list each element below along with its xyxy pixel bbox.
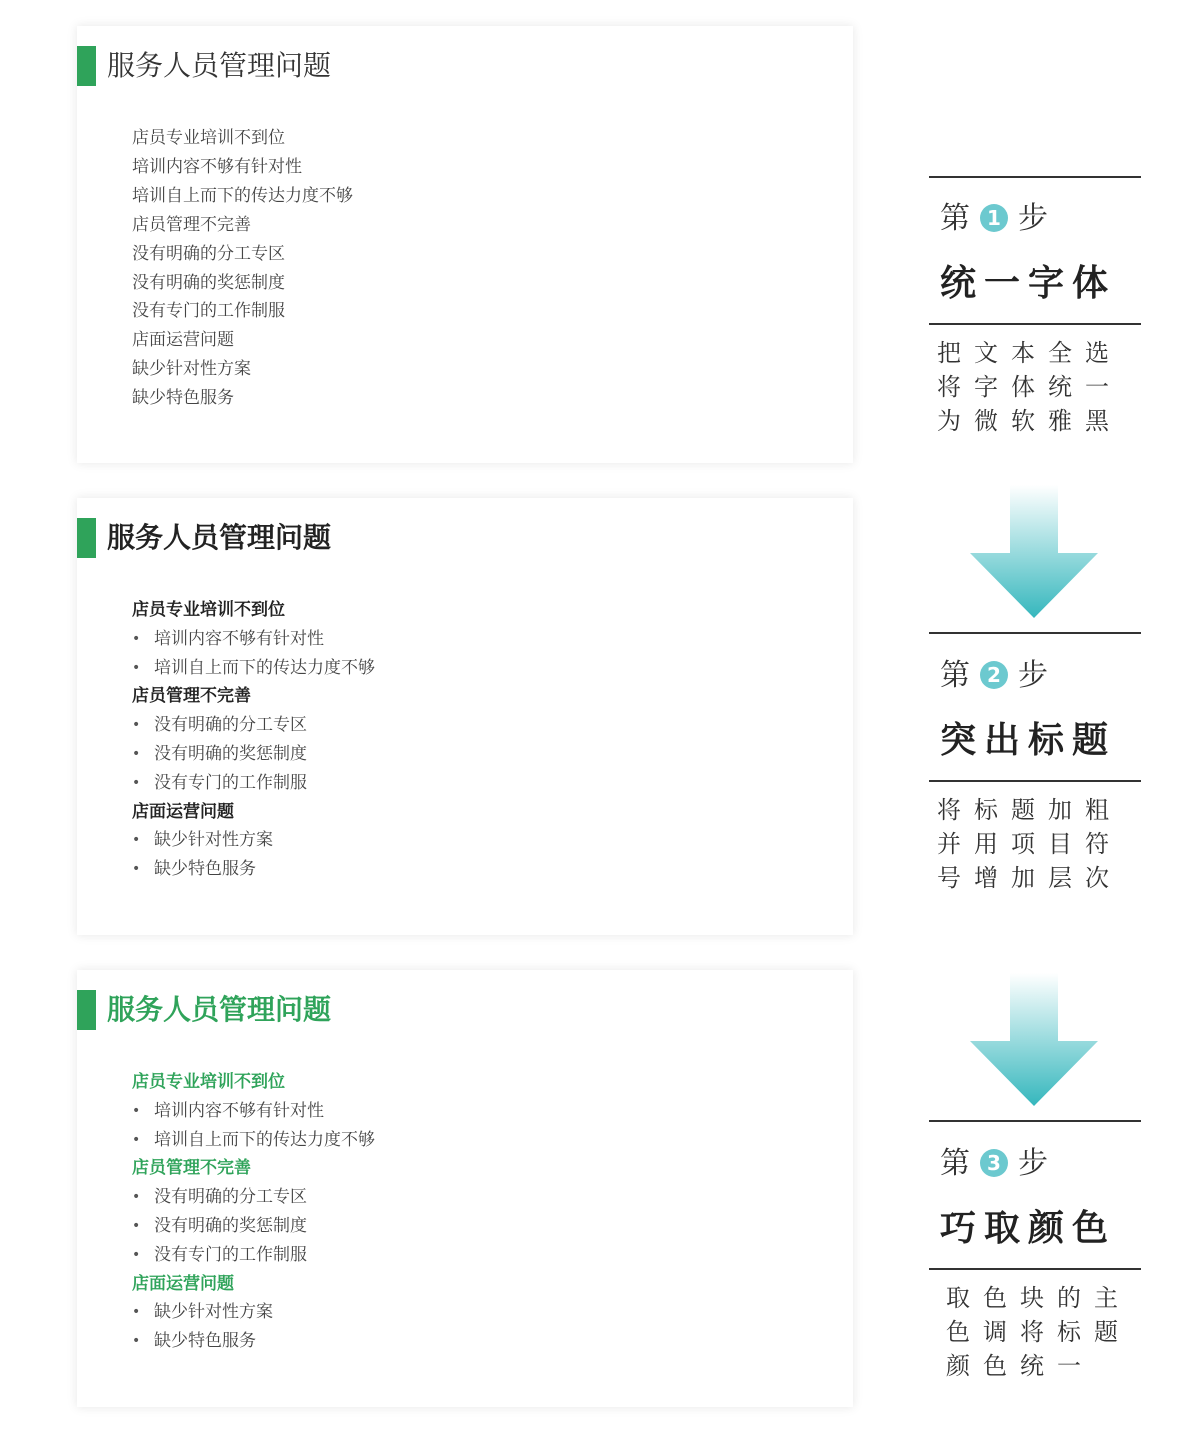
step-heading: 第 3 步	[940, 1146, 1048, 1181]
list-item: • 没有明确的奖惩制度	[132, 1212, 375, 1241]
list-item: 没有明确的奖惩制度	[132, 272, 285, 293]
outline-list	[132, 1068, 375, 1356]
list-item: • 缺少特色服务	[132, 1327, 375, 1356]
step-description: 取色块的主 色调将标题 颜色统一	[946, 1284, 1131, 1380]
list-item: 店面运营问题	[132, 330, 234, 351]
step-heading: 第 1 步	[940, 201, 1048, 236]
down-arrow-icon	[970, 973, 1100, 1108]
title-accent-bar	[77, 46, 96, 86]
bullet-icon: •	[132, 659, 141, 676]
list-item: 店员专业培训不到位	[132, 128, 285, 148]
list-item: • 没有明确的奖惩制度	[132, 740, 375, 769]
list-item: • 培训内容不够有针对性	[132, 625, 375, 654]
slide-step-2	[77, 498, 853, 935]
step-title: 突出标题	[940, 720, 1117, 761]
bullet-icon: •	[132, 1189, 141, 1206]
list-item: • 缺少针对性方案	[132, 826, 375, 855]
step-title: 巧取颜色	[940, 1208, 1117, 1249]
list-item: • 缺少针对性方案	[132, 1298, 375, 1327]
list-item: • 没有明确的分工专区	[132, 711, 375, 740]
step-heading: 第 2 步	[940, 658, 1048, 693]
list-item: • 培训内容不够有针对性	[132, 1097, 375, 1126]
divider-line	[929, 323, 1141, 325]
slide-step-1	[77, 26, 853, 463]
step-description: 将标题加粗 并用项目符 号增加层次	[937, 796, 1122, 892]
slide-title: 服务人员管理问题	[107, 521, 332, 554]
group-title: 店面运营问题	[132, 801, 234, 822]
step-number-badge: 3	[980, 1149, 1008, 1177]
group-title: 店员管理不完善	[132, 686, 251, 707]
list-item: • 培训自上而下的传达力度不够	[132, 1126, 375, 1155]
divider-line	[929, 176, 1141, 178]
slide-title: 服务人员管理问题	[107, 993, 332, 1026]
group-title: 店员专业培训不到位	[132, 600, 285, 620]
bullet-icon: •	[132, 630, 141, 647]
list-item: 没有明确的分工专区	[132, 243, 285, 264]
bullet-icon: •	[132, 832, 141, 849]
group-title: 店面运营问题	[132, 1273, 234, 1294]
title-accent-bar	[77, 518, 96, 558]
list-item: 培训自上而下的传达力度不够	[132, 185, 353, 206]
down-arrow-icon	[970, 485, 1100, 620]
list-item: 店员管理不完善	[132, 214, 251, 235]
title-accent-bar	[77, 990, 96, 1030]
divider-line	[929, 780, 1141, 782]
step-description: 把文本全选 将字体统一 为微软雅黑	[937, 339, 1122, 435]
step-title: 统一字体	[940, 263, 1117, 304]
bullet-icon: •	[132, 1217, 141, 1234]
bullet-icon: •	[132, 1102, 141, 1119]
list-item: • 培训自上而下的传达力度不够	[132, 654, 375, 683]
divider-line	[929, 632, 1141, 634]
divider-line	[929, 1120, 1141, 1122]
group-title: 店员管理不完善	[132, 1158, 251, 1179]
bullet-icon: •	[132, 1131, 141, 1148]
list-item: 缺少特色服务	[132, 388, 234, 409]
bullet-icon: •	[132, 1246, 141, 1263]
step-number-badge: 2	[980, 661, 1008, 689]
bullet-icon: •	[132, 1333, 141, 1350]
group-title: 店员专业培训不到位	[132, 1072, 285, 1092]
list-item: • 缺少特色服务	[132, 855, 375, 884]
bullet-icon: •	[132, 745, 141, 762]
slide-step-3	[77, 970, 853, 1407]
bullet-icon: •	[132, 774, 141, 791]
list-item: • 没有专门的工作制服	[132, 1241, 375, 1270]
list-item: 缺少针对性方案	[132, 359, 251, 380]
list-item: • 没有明确的分工专区	[132, 1183, 375, 1212]
bullet-icon: •	[132, 861, 141, 878]
outline-list	[132, 596, 375, 884]
step-number-badge: 1	[980, 204, 1008, 232]
list-item: 没有专门的工作制服	[132, 301, 285, 322]
plain-item-list	[132, 124, 353, 413]
bullet-icon: •	[132, 1304, 141, 1321]
slide-title: 服务人员管理问题	[107, 49, 332, 82]
list-item: 培训内容不够有针对性	[132, 156, 302, 177]
list-item: • 没有专门的工作制服	[132, 769, 375, 798]
bullet-icon: •	[132, 717, 141, 734]
divider-line	[929, 1268, 1141, 1270]
